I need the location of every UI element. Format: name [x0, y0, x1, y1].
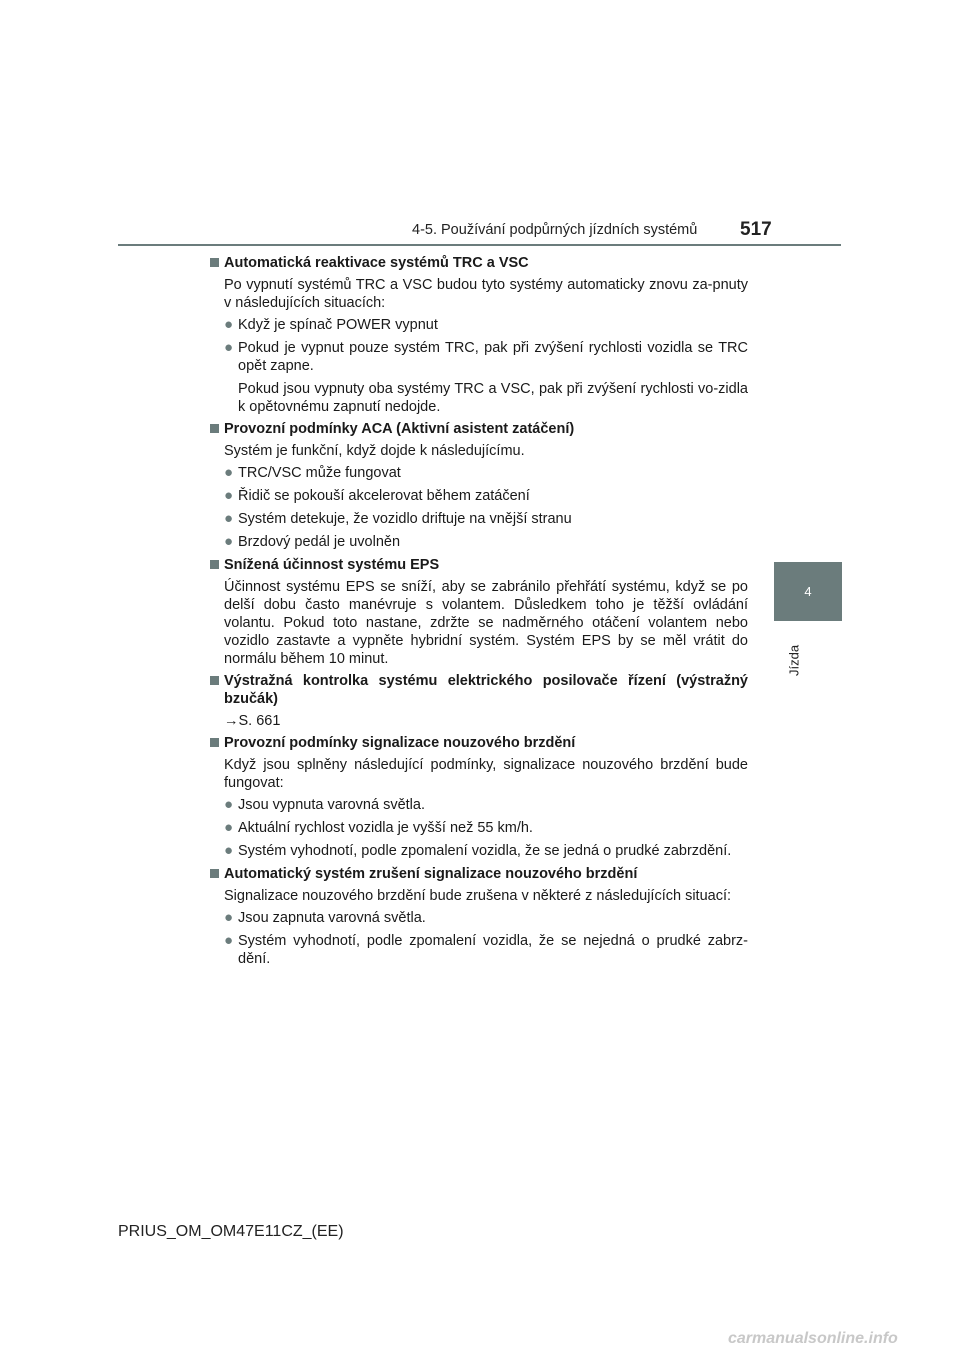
chapter-label: Jízda — [786, 644, 802, 676]
section-heading: Automatická reaktivace systémů TRC a VSC — [210, 254, 748, 272]
list-item: ● Systém vyhodnotí, podle zpomalení vozidla, že se jedná o prudké zabrzdění. — [224, 842, 732, 859]
list-item: ● Pokud je vypnut pouze systém TRC, pak při zvýšení rychlosti vozidla se TRC opět zapne. — [224, 339, 748, 374]
document-code: PRIUS_OM_OM47E11CZ_(EE) — [118, 1223, 344, 1240]
section-heading: Automatický systém zrušení signalizace nouzového brzdění — [210, 865, 748, 883]
square-bullet-icon — [210, 738, 219, 747]
list-item: ● Aktuální rychlost vozidla je vyšší než 55 km/h. — [224, 819, 533, 836]
paragraph: Když jsou splněny následující podmínky, signalizace nouzového brzdění bude fungovat: — [224, 757, 748, 791]
list-item: ● Systém vyhodnotí, podle zpomalení vozidla, že se nejedná o prudké zabrz-dění. — [224, 932, 748, 967]
list-item: ● Jsou zapnuta varovná světla. — [224, 909, 426, 926]
paragraph: Pokud jsou vypnuty oba systémy TRC a VSC, pak při zvýšení rychlosti vo-zidla k opětovnému zapnutí nedojde. — [238, 381, 748, 415]
section-heading: Provozní podmínky ACA (Aktivní asistent zatáčení) — [210, 420, 748, 438]
section-heading: Provozní podmínky signalizace nouzového brzdění — [210, 734, 748, 752]
square-bullet-icon — [210, 676, 219, 685]
paragraph: Po vypnutí systémů TRC a VSC budou tyto systémy automaticky znovu za-pnuty v následujících situacích: — [224, 277, 748, 311]
circle-bullet-icon: ● — [224, 819, 234, 836]
paragraph: Systém je funkční, když dojde k následujícímu. — [224, 443, 525, 459]
list-item: ● Systém detekuje, že vozidlo driftuje na vnější stranu — [224, 510, 572, 527]
list-item: ● Když je spínač POWER vypnut — [224, 316, 438, 333]
circle-bullet-icon: ● — [224, 339, 234, 356]
circle-bullet-icon: ● — [224, 316, 234, 333]
section-heading: Výstražná kontrolka systému elektrického posilovače řízení (výstražný bzučák) — [210, 672, 748, 708]
circle-bullet-icon: ● — [224, 487, 234, 504]
watermark: carmanualsonline.info — [728, 1330, 898, 1347]
list-item: ● Řidič se pokouší akcelerovat během zatáčení — [224, 487, 530, 504]
main-content — [210, 254, 748, 973]
circle-bullet-icon: ● — [224, 510, 234, 527]
circle-bullet-icon: ● — [224, 464, 234, 481]
header-divider — [118, 244, 841, 246]
paragraph: Signalizace nouzového brzdění bude zrušena v některé z následujících situací: — [224, 888, 732, 904]
square-bullet-icon — [210, 258, 219, 267]
circle-bullet-icon: ● — [224, 796, 234, 813]
page-reference[interactable]: →S. 661 — [224, 713, 281, 729]
chapter-tab — [774, 562, 842, 621]
list-item: ● Jsou vypnuta varovná světla. — [224, 796, 425, 813]
paragraph: Účinnost systému EPS se sníží, aby se zabránilo přehřátí systému, když se po delší dobu často manévruje s volantem. Důsledkem toho je těžší ovládání volantu. Pokud toto nastane, zdržte se nadměrného otáčení volantem nebo vozidlo zastavte a vypněte hybridní systém. Systém EPS by se měl vrátit do normálu během 10 minut. — [224, 579, 748, 667]
list-item: ● Brzdový pedál je uvolněn — [224, 533, 401, 550]
circle-bullet-icon: ● — [224, 932, 234, 949]
circle-bullet-icon: ● — [224, 842, 234, 859]
list-item: ● TRC/VSC může fungovat — [224, 464, 401, 481]
chapter-number: 4 — [804, 584, 812, 599]
square-bullet-icon — [210, 560, 219, 569]
page-number: 517 — [740, 219, 772, 240]
circle-bullet-icon: ● — [224, 909, 234, 926]
section-heading: Snížená účinnost systému EPS — [210, 556, 748, 574]
square-bullet-icon — [210, 424, 219, 433]
circle-bullet-icon: ● — [224, 533, 234, 550]
section-title: 4-5. Používání podpůrných jízdních systémů — [412, 222, 698, 238]
square-bullet-icon — [210, 869, 219, 878]
